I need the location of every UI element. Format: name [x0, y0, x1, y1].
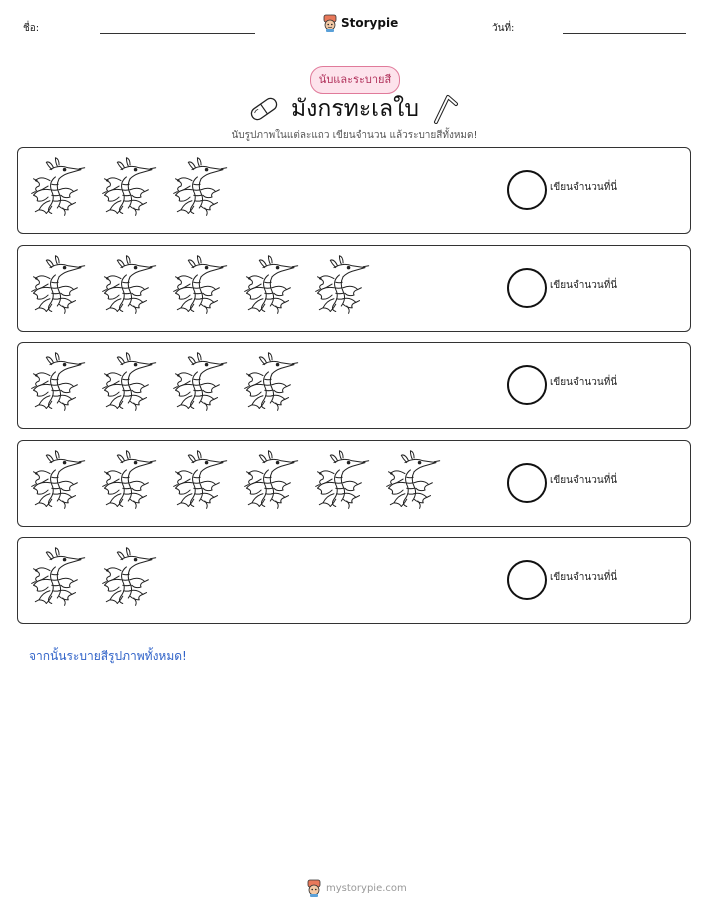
footer-url: mystorypie.com: [326, 882, 407, 894]
leafy-sea-dragon-icon[interactable]: [28, 351, 99, 417]
leafy-sea-dragon-icon[interactable]: [99, 254, 170, 320]
leafy-sea-dragon-icon[interactable]: [241, 351, 312, 417]
name-line[interactable]: [100, 33, 255, 34]
leafy-sea-dragon-icon[interactable]: [312, 254, 383, 320]
leafy-sea-dragon-icon[interactable]: [170, 254, 241, 320]
leafy-sea-dragon-icon[interactable]: [170, 351, 241, 417]
straw-icon: [430, 92, 460, 124]
dragon-group: [28, 254, 383, 322]
answer-circle[interactable]: [507, 170, 547, 210]
name-label: ชื่อ:: [23, 23, 40, 34]
leafy-sea-dragon-icon[interactable]: [241, 449, 312, 515]
answer-label: เขียนจำนวนที่นี่: [550, 280, 618, 291]
answer-label: เขียนจำนวนที่นี่: [550, 377, 618, 388]
answer-circle[interactable]: [507, 463, 547, 503]
counting-row-2: [17, 245, 691, 332]
leafy-sea-dragon-icon[interactable]: [28, 546, 99, 612]
footer: [306, 879, 407, 897]
leafy-sea-dragon-icon[interactable]: [383, 449, 454, 515]
answer-circle[interactable]: [507, 365, 547, 405]
leafy-sea-dragon-icon[interactable]: [99, 546, 170, 612]
brand-name: Storypie: [341, 16, 399, 30]
page-title: มังกรทะเลใบ: [291, 96, 419, 122]
answer-circle[interactable]: [507, 268, 547, 308]
dragon-group: [28, 449, 454, 517]
counting-row-4: [17, 440, 691, 527]
counting-row-1: [17, 147, 691, 234]
brand-logo: [322, 13, 398, 33]
leafy-sea-dragon-icon[interactable]: [28, 156, 99, 222]
leafy-sea-dragon-icon[interactable]: [99, 156, 170, 222]
answer-label: เขียนจำนวนที่นี่: [550, 475, 618, 486]
date-label: วันที่:: [492, 23, 515, 34]
answer-circle[interactable]: [507, 560, 547, 600]
answer-label: เขียนจำนวนที่นี่: [550, 182, 618, 193]
title-block: [240, 92, 470, 126]
answer-label: เขียนจำนวนที่นี่: [550, 572, 618, 583]
leafy-sea-dragon-icon[interactable]: [241, 254, 312, 320]
leafy-sea-dragon-icon[interactable]: [99, 351, 170, 417]
leafy-sea-dragon-icon[interactable]: [28, 254, 99, 320]
category-badge: นับและระบายสี: [310, 66, 400, 94]
dragon-group: [28, 156, 241, 224]
leafy-sea-dragon-icon[interactable]: [170, 156, 241, 222]
footer-note: จากนั้นระบายสีรูปภาพทั้งหมด!: [29, 649, 187, 663]
storypie-mascot-icon: [306, 879, 322, 897]
dragon-group: [28, 546, 170, 614]
capsule-icon: [246, 94, 282, 124]
leafy-sea-dragon-icon[interactable]: [28, 449, 99, 515]
counting-row-5: [17, 537, 691, 624]
dragon-group: [28, 351, 312, 419]
counting-row-3: [17, 342, 691, 429]
instructions: นับรูปภาพในแต่ละแถว เขียนจำนวน แล้วระบายสีทั้งหมด!: [231, 130, 478, 141]
leafy-sea-dragon-icon[interactable]: [170, 449, 241, 515]
date-line[interactable]: [563, 33, 686, 34]
leafy-sea-dragon-icon[interactable]: [99, 449, 170, 515]
storypie-mascot-icon: [322, 14, 338, 32]
leafy-sea-dragon-icon[interactable]: [312, 449, 383, 515]
